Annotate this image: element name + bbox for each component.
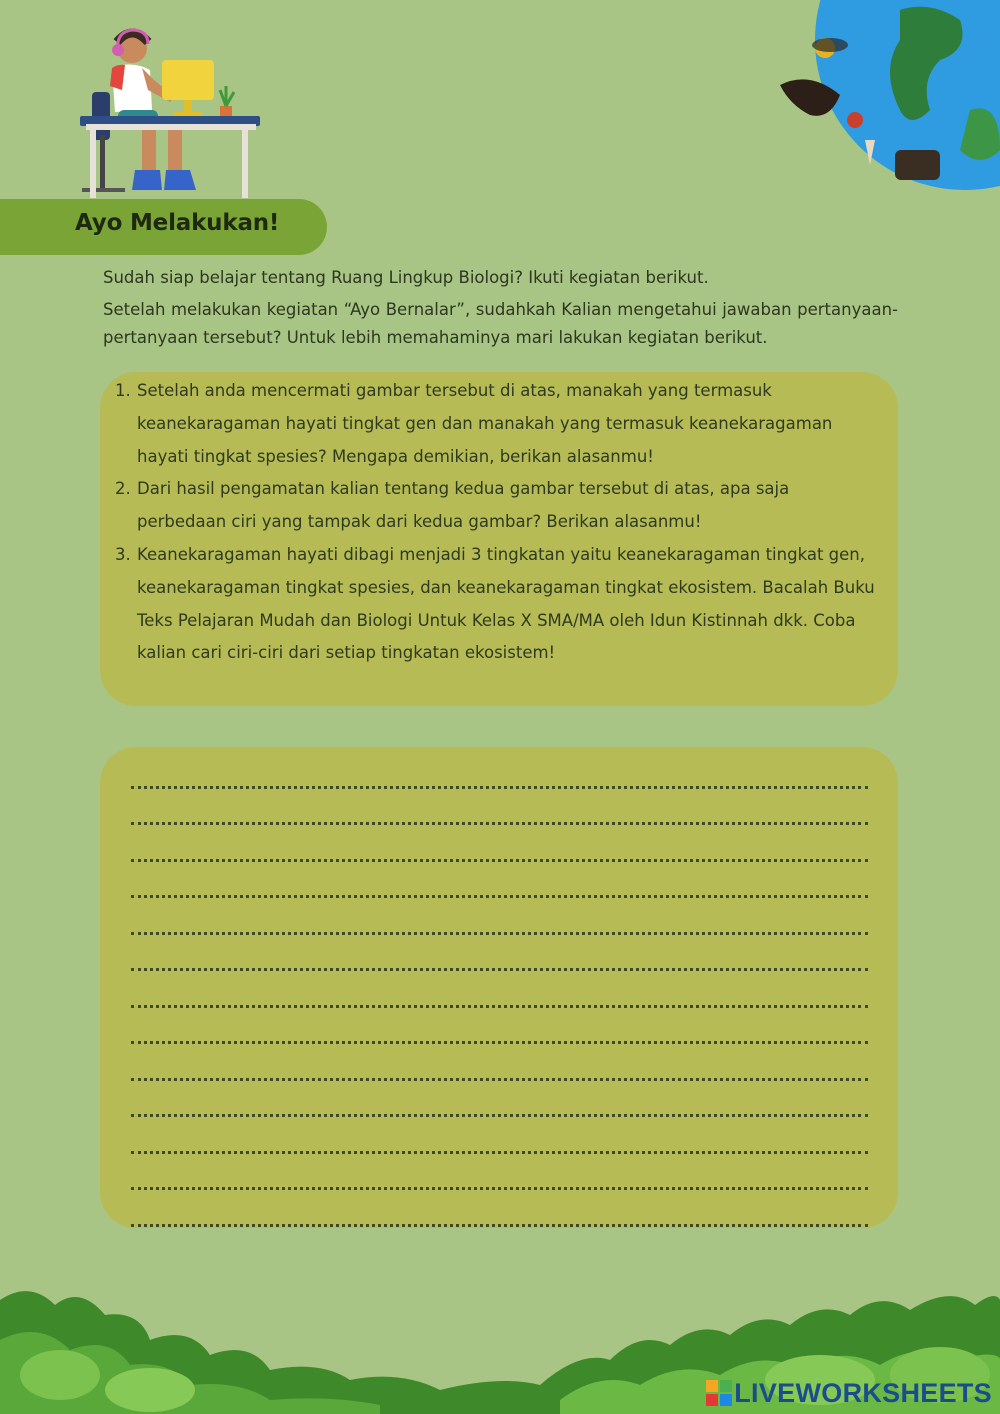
intro-text-2: Setelah melakukan kegiatan “Ayo Bernalar”, sudahkah Kalian mengetahui jawaban pertanyaan- pertanyaan tersebut? Untuk lebih memahaminya mari lakukan kegiatan berikut. bbox=[103, 300, 898, 347]
answer-line[interactable] bbox=[131, 1081, 868, 1118]
student-at-desk-illustration bbox=[70, 20, 270, 200]
answer-line[interactable] bbox=[131, 862, 868, 899]
question-text: Setelah anda mencermati gambar tersebut di atas, manakah yang termasuk keanekaragaman hayati tingkat gen dan manakah yang termasuk keanekaragaman hayati tingkat spesies? Mengapa demikian, berikan alasanmu! bbox=[137, 381, 833, 466]
question-item bbox=[115, 539, 877, 670]
section-title: Ayo Melakukan! bbox=[75, 210, 280, 236]
answer-line[interactable] bbox=[131, 1117, 868, 1154]
brand-name: LIVEWORKSHEETS bbox=[734, 1377, 992, 1408]
answer-line[interactable] bbox=[131, 1008, 868, 1045]
question-text: Keanekaragaman hayati dibagi menjadi 3 tingkatan yaitu keanekaragaman tingkat gen, keanekaragaman tingkat spesies, dan keanekaragaman tingkat ekosistem. Bacalah Buku Teks Pelajaran Mudah dan Biologi Untuk Kelas X SMA/MA oleh Idun Kistinnah dkk. Coba kalian cari ciri-ciri dari setiap tingkatan ekosistem! bbox=[137, 544, 875, 663]
intro-text-1: Sudah siap belajar tentang Ruang Lingkup Biologi? Ikuti kegiatan berikut. bbox=[103, 268, 709, 287]
live-badge-icon bbox=[706, 1380, 732, 1406]
question-list bbox=[115, 375, 877, 670]
question-number: 3. bbox=[115, 544, 131, 564]
answer-lines[interactable] bbox=[131, 752, 868, 1227]
answer-line[interactable] bbox=[131, 935, 868, 972]
answer-line[interactable] bbox=[131, 1044, 868, 1081]
answer-line[interactable] bbox=[131, 752, 868, 789]
answer-line[interactable] bbox=[131, 1190, 868, 1227]
question-number: 1. bbox=[115, 381, 131, 400]
answer-line[interactable] bbox=[131, 825, 868, 862]
question-text: Dari hasil pengamatan kalian tentang kedua gambar tersebut di atas, apa saja perbedaan ciri yang tampak dari kedua gambar? Berikan alasanmu! bbox=[137, 479, 790, 532]
question-number: 2. bbox=[115, 479, 131, 499]
question-item bbox=[115, 473, 877, 539]
answer-line[interactable] bbox=[131, 898, 868, 935]
answer-line[interactable] bbox=[131, 789, 868, 826]
answer-line[interactable] bbox=[131, 1154, 868, 1191]
globe-biodiversity-illustration bbox=[770, 0, 1000, 210]
question-item bbox=[115, 375, 877, 473]
answer-line[interactable] bbox=[131, 971, 868, 1008]
liveworksheets-logo bbox=[706, 1377, 992, 1409]
